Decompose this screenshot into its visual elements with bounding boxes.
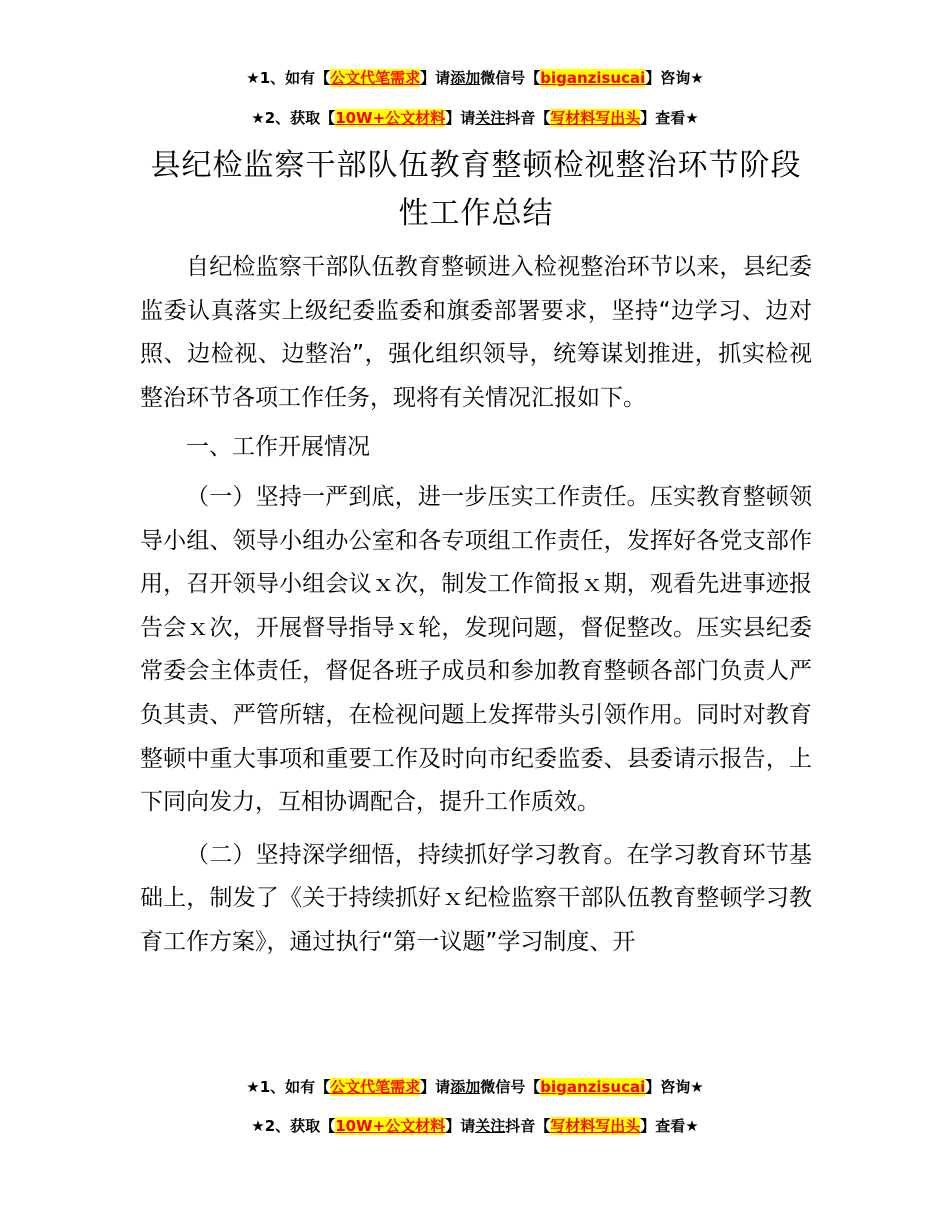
- banner-text: 抖音【: [505, 109, 551, 127]
- document-title: 县纪检监察干部队伍教育整顿检视整治环节阶段性工作总结: [150, 148, 802, 231]
- promo-banner-bottom-2: [0, 1116, 950, 1136]
- banner-text: 微信号【: [480, 1078, 541, 1096]
- banner-lead: ★1、如有【: [246, 69, 331, 87]
- promo-banner-top-2: [0, 108, 950, 128]
- banner-tail: 】查看★: [640, 109, 699, 127]
- banner-emphasis: 添加: [450, 69, 481, 87]
- banner-text: 微信号【: [480, 69, 541, 87]
- banner-tail: 】查看★: [640, 1117, 699, 1135]
- banner-text: 】请: [420, 1078, 451, 1096]
- banner-tag: 10W+公文材料: [335, 1117, 446, 1135]
- banner-tag: 公文代笔需求: [330, 69, 421, 87]
- banner-lead: ★2、获取【: [251, 109, 336, 127]
- promo-banner-top-1: [0, 68, 950, 88]
- banner-douyin-id: 写材料写出头: [550, 109, 641, 127]
- banner-lead: ★2、获取【: [251, 1117, 336, 1135]
- banner-tail: 】咨询★: [645, 1078, 704, 1096]
- banner-wechat-id: biganzisucai: [540, 1078, 646, 1096]
- body-paragraph: （一）坚持一严到底，进一步压实工作责任。压实教育整顿领导小组、领导小组办公室和各专项组工作责任，发挥好各党支部作用，召开领导小组会议ｘ次，制发工作简报ｘ期，观看先进事迹报告会ｘ次，开展督导指导ｘ轮，发现问题，督促整改。压实县纪委常委会主体责任，督促各班子成员和参加教育整顿各部门负责人严负其责、严管所辖，在检视问题上发挥带头引领作用。同时对教育整顿中重大事项和重要工作及时向市纪委监委、县委请示报告，上下同向发力，互相协调配合，提升工作质效。: [140, 483, 812, 816]
- banner-douyin-id: 写材料写出头: [550, 1117, 641, 1135]
- banner-tail: 】咨询★: [645, 69, 704, 87]
- banner-text: 】请: [445, 109, 476, 127]
- banner-emphasis: 关注: [475, 109, 506, 127]
- banner-emphasis: 添加: [450, 1078, 481, 1096]
- banner-tag: 10W+公文材料: [335, 109, 446, 127]
- banner-tag: 公文代笔需求: [330, 1078, 421, 1096]
- banner-text: 】请: [445, 1117, 476, 1135]
- promo-banner-bottom-1: [0, 1077, 950, 1097]
- banner-text: 抖音【: [505, 1117, 551, 1135]
- banner-wechat-id: biganzisucai: [540, 69, 646, 87]
- section-heading: 一、工作开展情况: [186, 434, 370, 461]
- document-body: [140, 142, 812, 965]
- banner-emphasis: 关注: [475, 1117, 506, 1135]
- banner-text: 】请: [420, 69, 451, 87]
- banner-lead: ★1、如有【: [246, 1078, 331, 1096]
- intro-paragraph: 自纪检监察干部队伍教育整顿进入检视整治环节以来，县纪委监委认真落实上级纪委监委和旗委部署要求，坚持“边学习、边对照、边检视、边整治”，强化组织领导，统筹谋划推进，抓实检视整治环节各项工作任务，现将有关情况汇报如下。: [140, 254, 812, 411]
- body-paragraph: （二）坚持深学细悟，持续抓好学习教育。在学习教育环节基础上，制发了《关于持续抓好ｘ纪检监察干部队伍教育整顿学习教育工作方案》，通过执行“第一议题”学习制度、开: [140, 841, 812, 955]
